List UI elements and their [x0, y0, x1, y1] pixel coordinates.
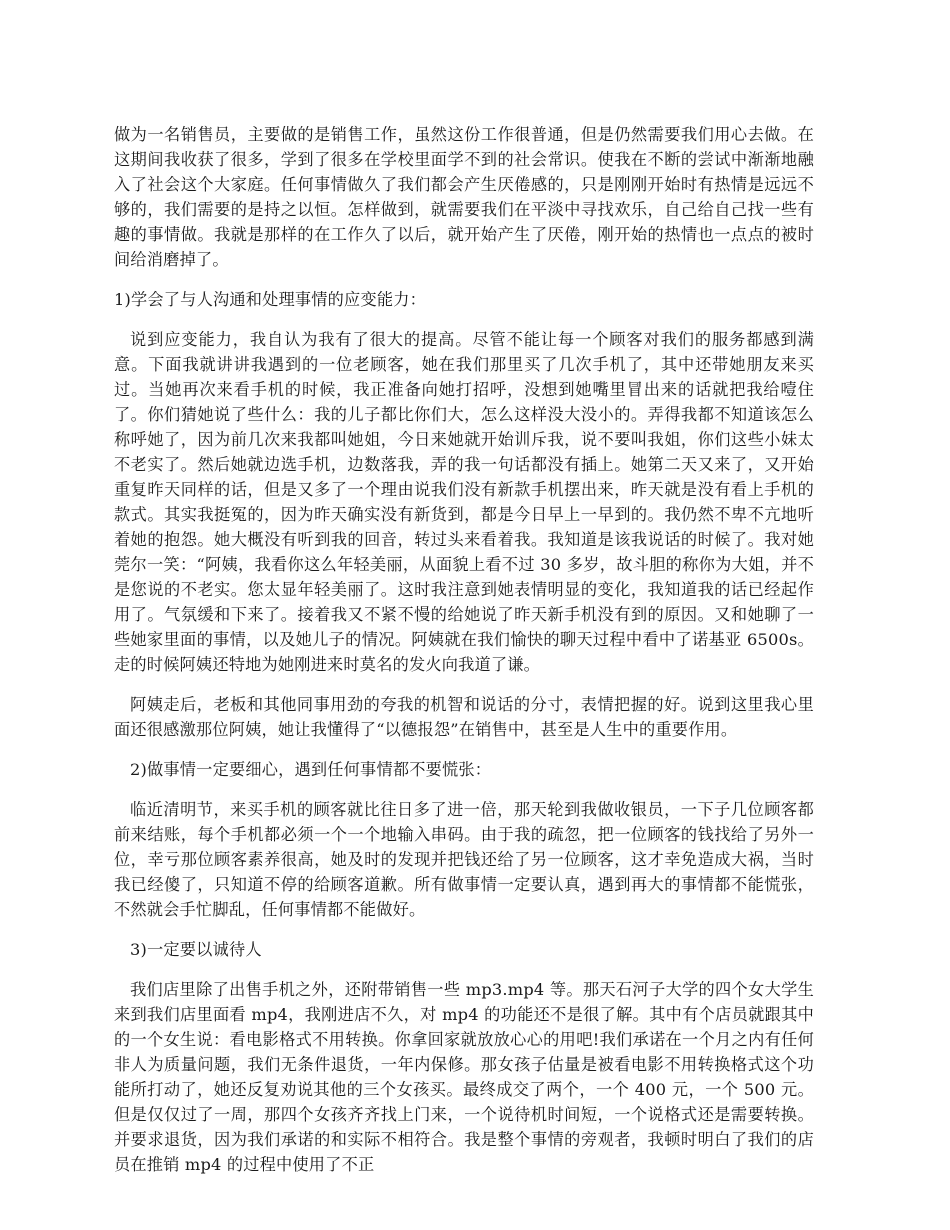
section-3-paragraph: 我们店里除了出售手机之外，还附带销售一些 mp3.mp4 等。那天石河子大学的四个女大学生来到我们店里面看 mp4，我刚进店不久，对 mp4 的功能还不是很了解。其中有个店员就跟其中的一个女生说：看电影格式不用转换。你拿回家就放放心心的用吧!我们承诺在一个月之内有任何非人为质量问题，我们无条件退货，一年内保修。那女孩子估量是被看电影不用转换格式这个功能所打动了，她还反复劝说其他的三个女孩买。最终成交了两个，一个 400 元，一个 500 元。但是仅仅过了一周，那四个女孩齐齐找上门来，一个说待机时间短，一个说格式还是需要转换。并要求退货，因为我们承诺的和实际不相符合。我是整个事情的旁观者，我顿时明白了我们的店员在推销 mp4 的过程中使用了不正: [114, 980, 814, 1174]
intro-paragraph: 做为一名销售员，主要做的是销售工作，虽然这份工作很普通，但是仍然需要我们用心去做。在这期间我收获了很多，学到了很多在学校里面学不到的社会常识。使我在不断的尝试中渐渐地融入了社会这个大家庭。任何事情做久了我们都会产生厌倦感的，只是刚刚开始时有热情是远远不够的，我们需要的是持之以恒。怎样做到，就需要我们在平淡中寻找欢乐，自己给自己找一些有趣的事情做。我就是那样的在工作久了以后，就开始产生了厌倦，刚开始的热情也一点点的被时间给消磨掉了。: [114, 125, 814, 269]
section-1-paragraph-1: 说到应变能力，我自认为我有了很大的提高。尽管不能让每一个顾客对我们的服务都感到满意。下面我就讲讲我遇到的一位老顾客，她在我们那里买了几次手机了，其中还带她朋友来买过。当她再次来看手机的时候，我正准备向她打招呼，没想到她嘴里冒出来的话就把我给噎住了。你们猜她说了些什么：我的儿子都比你们大，怎么这样没大没小的。弄得我都不知道该怎么称呼她了，因为前几次来我都叫她姐，今日来她就开始训斥我，说不要叫我姐，你们这些小妹太不老实了。然后她就边选手机，边数落我，弄的我一句话都没有插上。她第二天又来了，又开始重复昨天同样的话，但是又多了一个理由说我们没有新款手机摆出来，昨天就是没有看上手机的款式。其实我挺冤的，因为昨天确实没有新货到，都是今日早上一早到的。我仍然不卑不亢地听着她的抱怨。她大概没有听到我的回音，转过头来看着我。我知道是该我说话的时候了。我对她莞尔一笑：“阿姨，我看你这么年轻美丽，从面貌上看不过 30 多岁，故斗胆的称你为大姐，并不是您说的不老实。您太显年轻美丽了。这时我注意到她表情明显的变化，我知道我的话已经起作用了。气氛缓和下来了。接着我又不紧不慢的给她说了昨天新手机没有到的原因。又和她聊了一些她家里面的事情，以及她儿子的情况。阿姨就在我们愉快的聊天过程中看中了诺基亚 6500s。走的时候阿姨还特地为她刚进来时莫名的发火向我道了谦。: [114, 330, 814, 674]
section-1-heading: 1)学会了与人沟通和处理事情的应变能力：: [114, 290, 426, 309]
section-3-heading: 3)一定要以诚待人: [130, 940, 262, 959]
section-2-heading: 2)做事情一定要细心，遇到任何事情都不要慌张：: [130, 760, 492, 779]
document-page: [114, 122, 814, 1192]
section-2-paragraph: 临近清明节，来买手机的顾客就比往日多了进一倍，那天轮到我做收银员，一下子几位顾客都前来结账，每个手机都必须一个一个地输入串码。由于我的疏忽，把一位顾客的钱找给了另外一位，幸亏那位顾客素养很高，她及时的发现并把钱还给了另一位顾客，这才幸免造成大祸，当时我已经傻了，只知道不停的给顾客道歉。所有做事情一定要认真，遇到再大的事情都不能慌张，不然就会手忙脚乱，任何事情都不能做好。: [114, 800, 814, 919]
section-1-paragraph-2: 阿姨走后，老板和其他同事用劲的夸我的机智和说话的分寸，表情把握的好。说到这里我心里面还很感激那位阿姨，她让我懂得了“以德报怨”在销售中，甚至是人生中的重要作用。: [114, 695, 814, 739]
